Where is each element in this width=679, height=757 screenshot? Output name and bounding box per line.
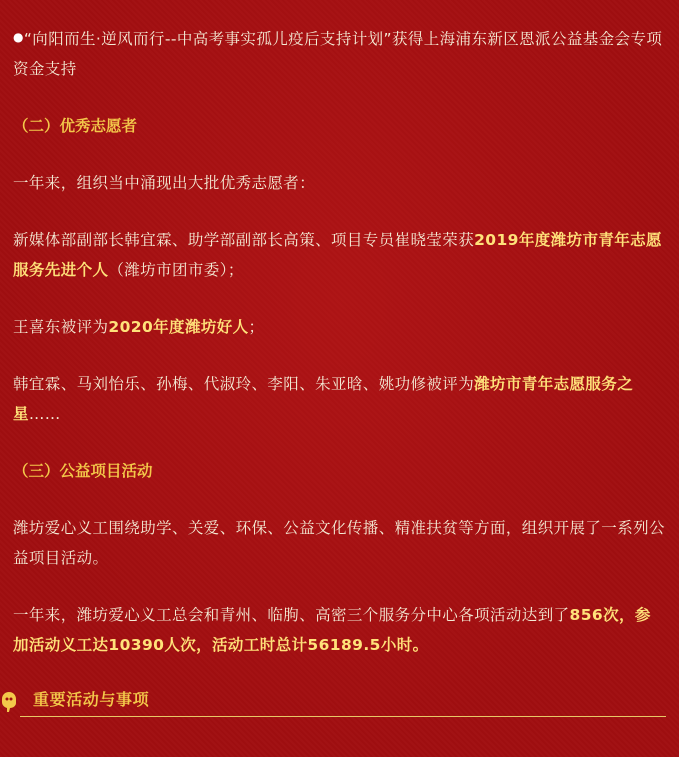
award-1-pre: 新媒体部副部长韩宜霖、助学部副部长高策、项目专员崔晓莹荣获 (13, 231, 475, 249)
award-2-pre: 王喜东被评为 (13, 318, 109, 336)
section-heading-volunteers: （二）优秀志愿者 (13, 117, 138, 135)
activities-paragraph-2 (13, 600, 665, 660)
section-bar-title: 重要活动与事项 (33, 690, 150, 709)
intro-text: “向阳而生·逆风而行--中高考事实孤儿疫后支持计划”获得上海浦东新区恩派公益基金会专项资金支持 (13, 30, 663, 78)
award-3-pre: 韩宜霖、马刘怡乐、孙梅、代淑玲、李阳、朱亚晗、姚功修被评为 (13, 375, 475, 393)
section-heading-activities: （三）公益项目活动 (13, 462, 153, 480)
volunteer-award-3 (13, 369, 665, 429)
award-2-post: ； (248, 318, 265, 336)
section-bar-rule (20, 716, 666, 717)
article-body (13, 22, 665, 660)
bullet-icon: ● (13, 30, 24, 44)
award-1-post: （潍坊市团市委）； (108, 261, 244, 279)
volunteer-award-1 (13, 225, 665, 285)
section-title-bar (0, 687, 679, 723)
volunteers-lead: 一年来，组织当中涌现出大批优秀志愿者： (13, 174, 316, 192)
award-3-post: …… (28, 405, 61, 423)
activities-stats-figures: 856次，参加活动义工达10390人次，活动工时总计56189.5小时。 (13, 606, 651, 654)
award-3-title: 潍坊市青年志愿服务之星 (13, 375, 634, 423)
activities-stats-pre: 一年来，潍坊爱心义工总会和青州、临朐、高密三个服务分中心各项活动达到了 (13, 606, 570, 624)
award-1-title: 2019年度潍坊市青年志愿服务先进个人 (13, 231, 662, 279)
volunteer-award-2 (13, 312, 665, 342)
award-2-title: 2020年度潍坊好人 (108, 318, 249, 336)
hand-pointer-icon (0, 690, 18, 714)
activities-paragraph-1: 潍坊爱心义工围绕助学、关爱、环保、公益文化传播、精准扶贫等方面，组织开展了一系列公益项目活动。 (13, 519, 665, 567)
intro-paragraph (13, 22, 665, 84)
